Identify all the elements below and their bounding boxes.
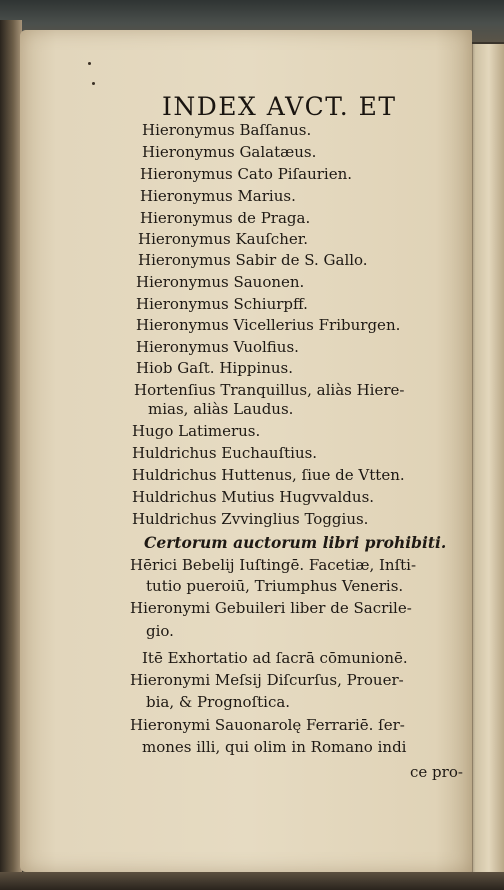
author-entry: Hieronymus Galatæus. — [142, 143, 317, 161]
author-entry: Hortenſius Tranquillus, aliàs Hiere- — [134, 381, 405, 399]
author-entry: Hiob Gaſt. Hippinus. — [136, 359, 293, 377]
author-entry: Hieronymus Vuolfius. — [136, 338, 299, 356]
author-entry: Hieronymus Vicellerius Friburgen. — [136, 316, 401, 334]
section-heading: Certorum auctorum libri prohibiti. — [144, 533, 447, 552]
author-entry: Hieronymus Kauſcher. — [138, 230, 309, 248]
book-entry: Hieronymi Meſsij Diſcurſus, Prouer- — [130, 671, 404, 689]
author-entry: Hieronymus Cato Piſaurien. — [140, 165, 353, 183]
book-entry: mones illi, qui olim in Romano indi — [142, 738, 407, 756]
catchword: ce pro- — [410, 763, 463, 781]
author-entry: Hugo Latimerus. — [132, 422, 261, 440]
author-entry: Huldrichus Mutius Hugvvaldus. — [132, 488, 375, 506]
author-entry: Huldrichus Zvvinglius Toggius. — [132, 510, 369, 528]
book-entry: tutio pueroiū, Triumphus Veneris. — [146, 577, 404, 595]
book-spine-edge — [0, 20, 22, 890]
book-entry: Hērici Bebelij Iuſtingē. Facetiæ, Inſti- — [130, 556, 417, 574]
author-entry: Hieronymus Marius. — [140, 187, 296, 205]
author-entry: Huldrichus Euchauſtius. — [132, 444, 318, 462]
book-entry: bia, & Prognoſtica. — [146, 693, 291, 711]
book-bottom-edge — [0, 872, 504, 890]
author-entry: Huldrichus Huttenus, ſiue de Vtten. — [132, 466, 405, 484]
author-entry: mias, aliàs Laudus. — [148, 400, 294, 418]
author-entry: Hieronymus Baſſanus. — [142, 121, 312, 139]
book-entry: Hieronymi Gebuileri liber de Sacrile- — [130, 599, 412, 617]
page-header: INDEX AVCT. ET — [162, 92, 397, 121]
book-entry: Itē Exhortatio ad ſacrā cōmunionē. — [142, 649, 408, 667]
author-entry: Hieronymus Sauonen. — [136, 273, 305, 291]
book-entry: gio. — [146, 622, 174, 640]
book-entry: Hieronymi Sauonarolę Ferrariē. ſer- — [130, 716, 405, 734]
author-entry: Hieronymus de Praga. — [140, 209, 311, 227]
author-entry: Hieronymus Sabir de S. Gallo. — [138, 251, 368, 269]
author-entry: Hieronymus Schiurpff. — [136, 295, 308, 313]
